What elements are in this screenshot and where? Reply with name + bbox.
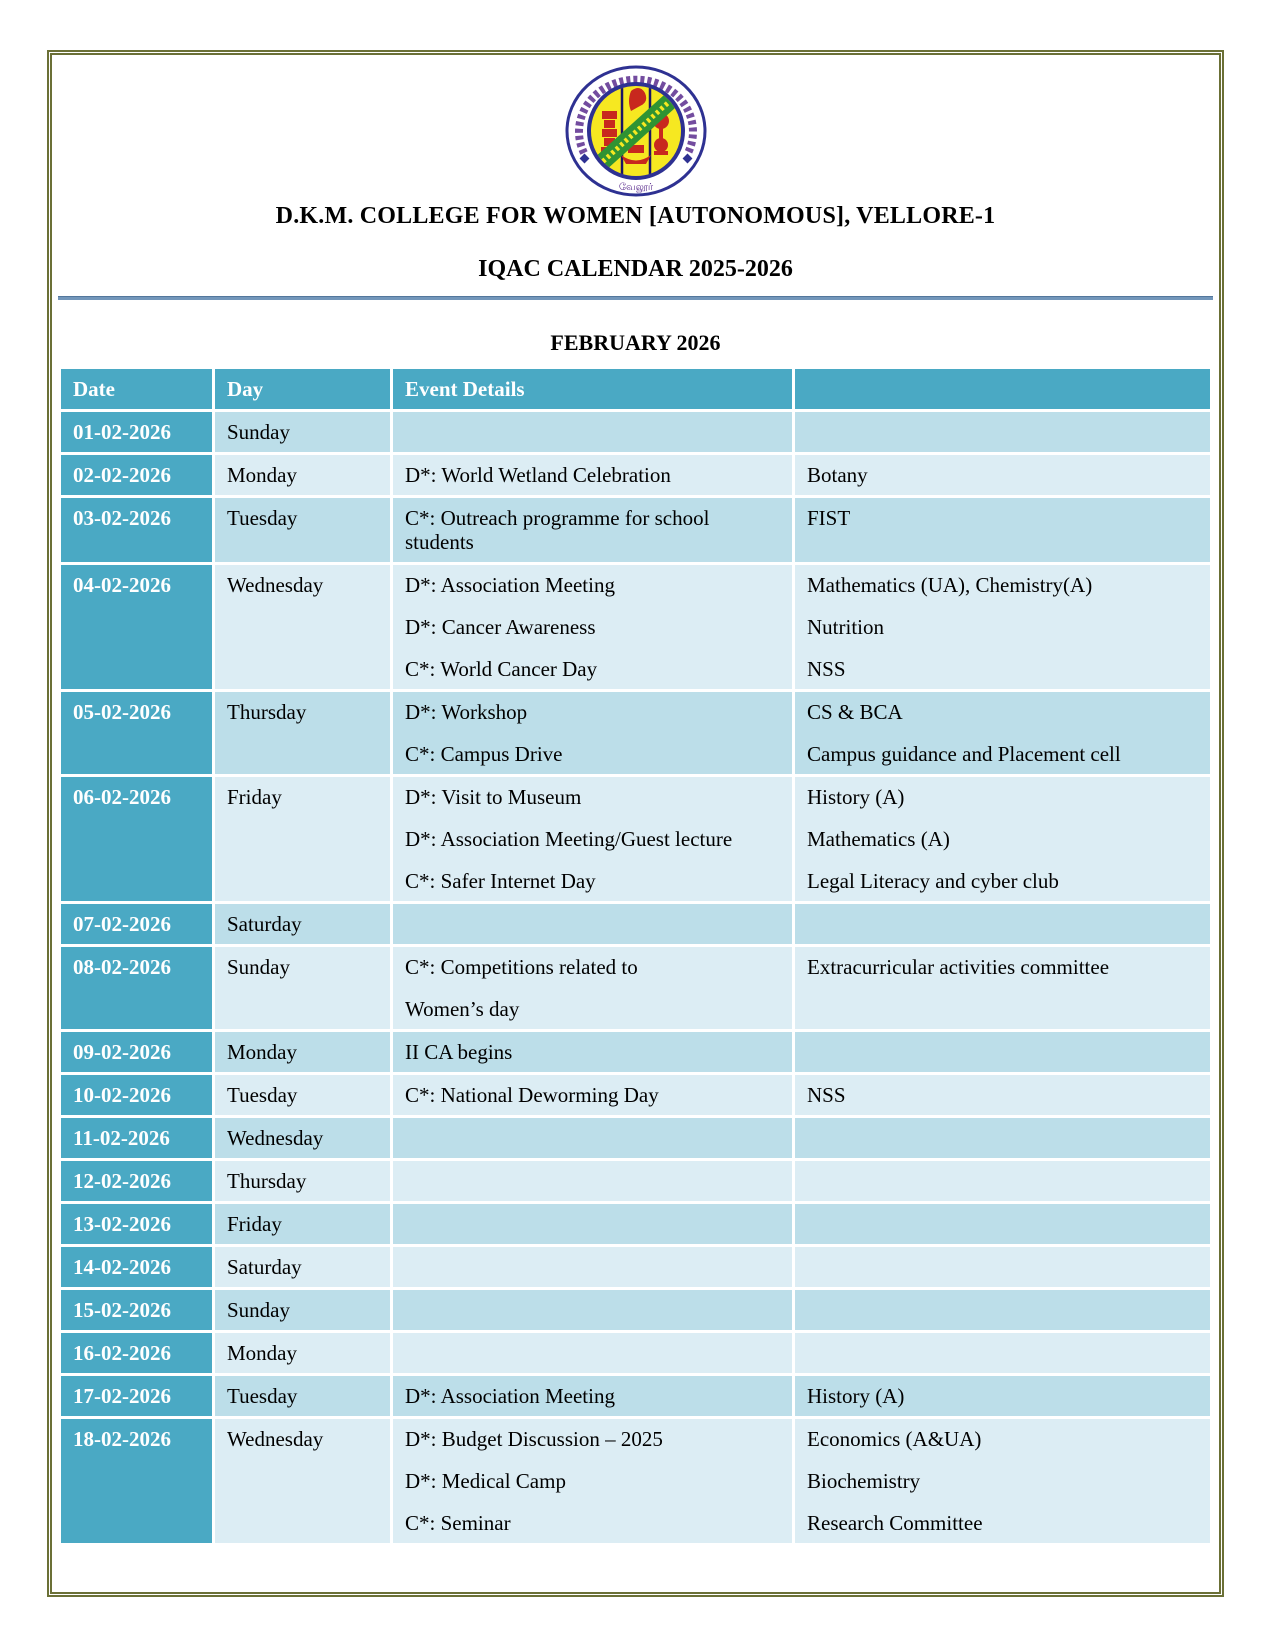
date-cell: 18-02-2026: [60, 1418, 214, 1545]
day-cell: Tuesday: [214, 1375, 392, 1418]
event-details-cell: [392, 1375, 794, 1418]
event-details-cell: [392, 454, 794, 497]
department-cell: [794, 776, 1212, 903]
event-details-cell: [392, 946, 794, 1031]
department-cell: [794, 946, 1212, 1031]
date-cell: 14-02-2026: [60, 1246, 214, 1289]
header-event-details: Event Details: [392, 368, 794, 411]
date-cell: 08-02-2026: [60, 946, 214, 1031]
event-line: Women’s day: [405, 997, 520, 1021]
table-row: [60, 1160, 1212, 1203]
table-row: [60, 1031, 1212, 1074]
department-cell: [794, 564, 1212, 691]
department-line: NSS: [807, 1083, 846, 1107]
day-cell: Monday: [214, 454, 392, 497]
department-cell: [794, 691, 1212, 776]
department-cell: [794, 1203, 1212, 1246]
day-cell: Sunday: [214, 411, 392, 454]
event-details-cell: [392, 1203, 794, 1246]
event-line: II CA begins: [405, 1040, 513, 1064]
department-line: Research Committee: [807, 1511, 983, 1535]
event-line: D*: Association Meeting/Guest lecture: [405, 827, 733, 851]
department-cell: [794, 411, 1212, 454]
table-row: [60, 1074, 1212, 1117]
department-cell: [794, 497, 1212, 564]
date-cell: 15-02-2026: [60, 1289, 214, 1332]
event-line: C*: Safer Internet Day: [405, 869, 596, 893]
event-details-cell: [392, 1160, 794, 1203]
department-line: History (A): [807, 785, 905, 809]
event-line: D*: Association Meeting: [405, 573, 615, 597]
table-row: [60, 1117, 1212, 1160]
event-details-cell: [392, 564, 794, 691]
event-details-cell: [392, 691, 794, 776]
table-row: [60, 1375, 1212, 1418]
department-line: Mathematics (UA), Chemistry(A): [807, 573, 1093, 597]
event-details-cell: [392, 1332, 794, 1375]
horizontal-divider: [58, 296, 1213, 300]
event-line: D*: Workshop: [405, 700, 528, 724]
department-cell: [794, 1332, 1212, 1375]
date-cell: 03-02-2026: [60, 497, 214, 564]
department-line: Mathematics (A): [807, 827, 950, 851]
date-cell: 02-02-2026: [60, 454, 214, 497]
day-cell: Tuesday: [214, 1074, 392, 1117]
page-border-frame: [47, 50, 1224, 1597]
department-cell: [794, 1289, 1212, 1332]
event-details-cell: [392, 1074, 794, 1117]
page-content: [52, 55, 1219, 1546]
table-row: [60, 691, 1212, 776]
date-cell: 06-02-2026: [60, 776, 214, 903]
department-cell: [794, 1074, 1212, 1117]
date-cell: 17-02-2026: [60, 1375, 214, 1418]
department-cell: [794, 1246, 1212, 1289]
date-cell: 01-02-2026: [60, 411, 214, 454]
table-row: [60, 946, 1212, 1031]
event-details-cell: [392, 497, 794, 564]
event-line: C*: Competitions related to: [405, 955, 638, 979]
department-cell: [794, 1418, 1212, 1545]
month-title: FEBRUARY 2026: [550, 330, 721, 355]
table-row: [60, 411, 1212, 454]
department-cell: [794, 903, 1212, 946]
event-details-cell: [392, 1418, 794, 1545]
department-line: CS & BCA: [807, 700, 903, 724]
calendar-table: [58, 366, 1213, 1546]
table-row: [60, 776, 1212, 903]
day-cell: Saturday: [214, 1246, 392, 1289]
date-cell: 16-02-2026: [60, 1332, 214, 1375]
table-row: [60, 564, 1212, 691]
day-cell: Wednesday: [214, 564, 392, 691]
department-cell: [794, 1031, 1212, 1074]
table-row: [60, 1289, 1212, 1332]
day-cell: Tuesday: [214, 497, 392, 564]
department-line: Economics (A&UA): [807, 1427, 982, 1451]
day-cell: Sunday: [214, 946, 392, 1031]
table-row: [60, 903, 1212, 946]
department-line: Botany: [807, 463, 868, 487]
event-details-cell: [392, 411, 794, 454]
day-cell: Wednesday: [214, 1418, 392, 1545]
logo-bottom-text: வேலூர்: [618, 182, 653, 193]
date-cell: 04-02-2026: [60, 564, 214, 691]
day-cell: Sunday: [214, 1289, 392, 1332]
department-cell: [794, 1117, 1212, 1160]
table-row: [60, 1203, 1212, 1246]
event-line: D*: Budget Discussion – 2025: [405, 1427, 663, 1451]
day-cell: Monday: [214, 1332, 392, 1375]
date-cell: 11-02-2026: [60, 1117, 214, 1160]
event-details-cell: [392, 903, 794, 946]
day-cell: Friday: [214, 776, 392, 903]
calendar-table-body: [60, 411, 1212, 1545]
department-line: FIST: [807, 506, 851, 530]
event-line: C*: Seminar: [405, 1511, 511, 1535]
department-cell: [794, 454, 1212, 497]
department-line: Legal Literacy and cyber club: [807, 869, 1059, 893]
day-cell: Monday: [214, 1031, 392, 1074]
event-details-cell: [392, 1289, 794, 1332]
day-cell: Saturday: [214, 903, 392, 946]
event-line: D*: World Wetland Celebration: [405, 463, 671, 487]
header-day: Day: [214, 368, 392, 411]
department-line: Biochemistry: [807, 1469, 921, 1493]
date-cell: 07-02-2026: [60, 903, 214, 946]
day-cell: Friday: [214, 1203, 392, 1246]
event-line: C*: Outreach programme for school students: [405, 506, 710, 554]
table-row: [60, 454, 1212, 497]
day-cell: Thursday: [214, 691, 392, 776]
table-row: [60, 1418, 1212, 1545]
header-blank: [794, 368, 1212, 411]
college-emblem-icon: [565, 65, 707, 199]
department-line: Campus guidance and Placement cell: [807, 742, 1121, 766]
event-line: C*: Campus Drive: [405, 742, 563, 766]
department-line: Extracurricular activities committee: [807, 955, 1110, 979]
table-row: [60, 1246, 1212, 1289]
department-cell: [794, 1375, 1212, 1418]
table-header-row: [60, 368, 1212, 411]
department-cell: [794, 1160, 1212, 1203]
table-row: [60, 1332, 1212, 1375]
event-details-cell: [392, 1031, 794, 1074]
day-cell: Thursday: [214, 1160, 392, 1203]
date-cell: 13-02-2026: [60, 1203, 214, 1246]
event-details-cell: [392, 1246, 794, 1289]
department-line: NSS: [807, 657, 846, 681]
date-cell: 05-02-2026: [60, 691, 214, 776]
event-line: D*: Medical Camp: [405, 1469, 566, 1493]
department-line: Nutrition: [807, 615, 884, 639]
event-details-cell: [392, 776, 794, 903]
event-line: D*: Visit to Museum: [405, 785, 582, 809]
date-cell: 09-02-2026: [60, 1031, 214, 1074]
date-cell: 10-02-2026: [60, 1074, 214, 1117]
event-details-cell: [392, 1117, 794, 1160]
event-line: C*: National Deworming Day: [405, 1083, 659, 1107]
day-cell: Wednesday: [214, 1117, 392, 1160]
date-cell: 12-02-2026: [60, 1160, 214, 1203]
table-row: [60, 497, 1212, 564]
header-date: Date: [60, 368, 214, 411]
event-line: D*: Association Meeting: [405, 1384, 615, 1408]
college-name: D.K.M. COLLEGE FOR WOMEN [AUTONOMOUS], VELLORE-1: [275, 203, 996, 229]
department-line: History (A): [807, 1384, 905, 1408]
document-title: IQAC CALENDAR 2025-2026: [478, 256, 793, 282]
college-logo: [565, 65, 707, 199]
event-line: D*: Cancer Awareness: [405, 615, 596, 639]
event-line: C*: World Cancer Day: [405, 657, 598, 681]
